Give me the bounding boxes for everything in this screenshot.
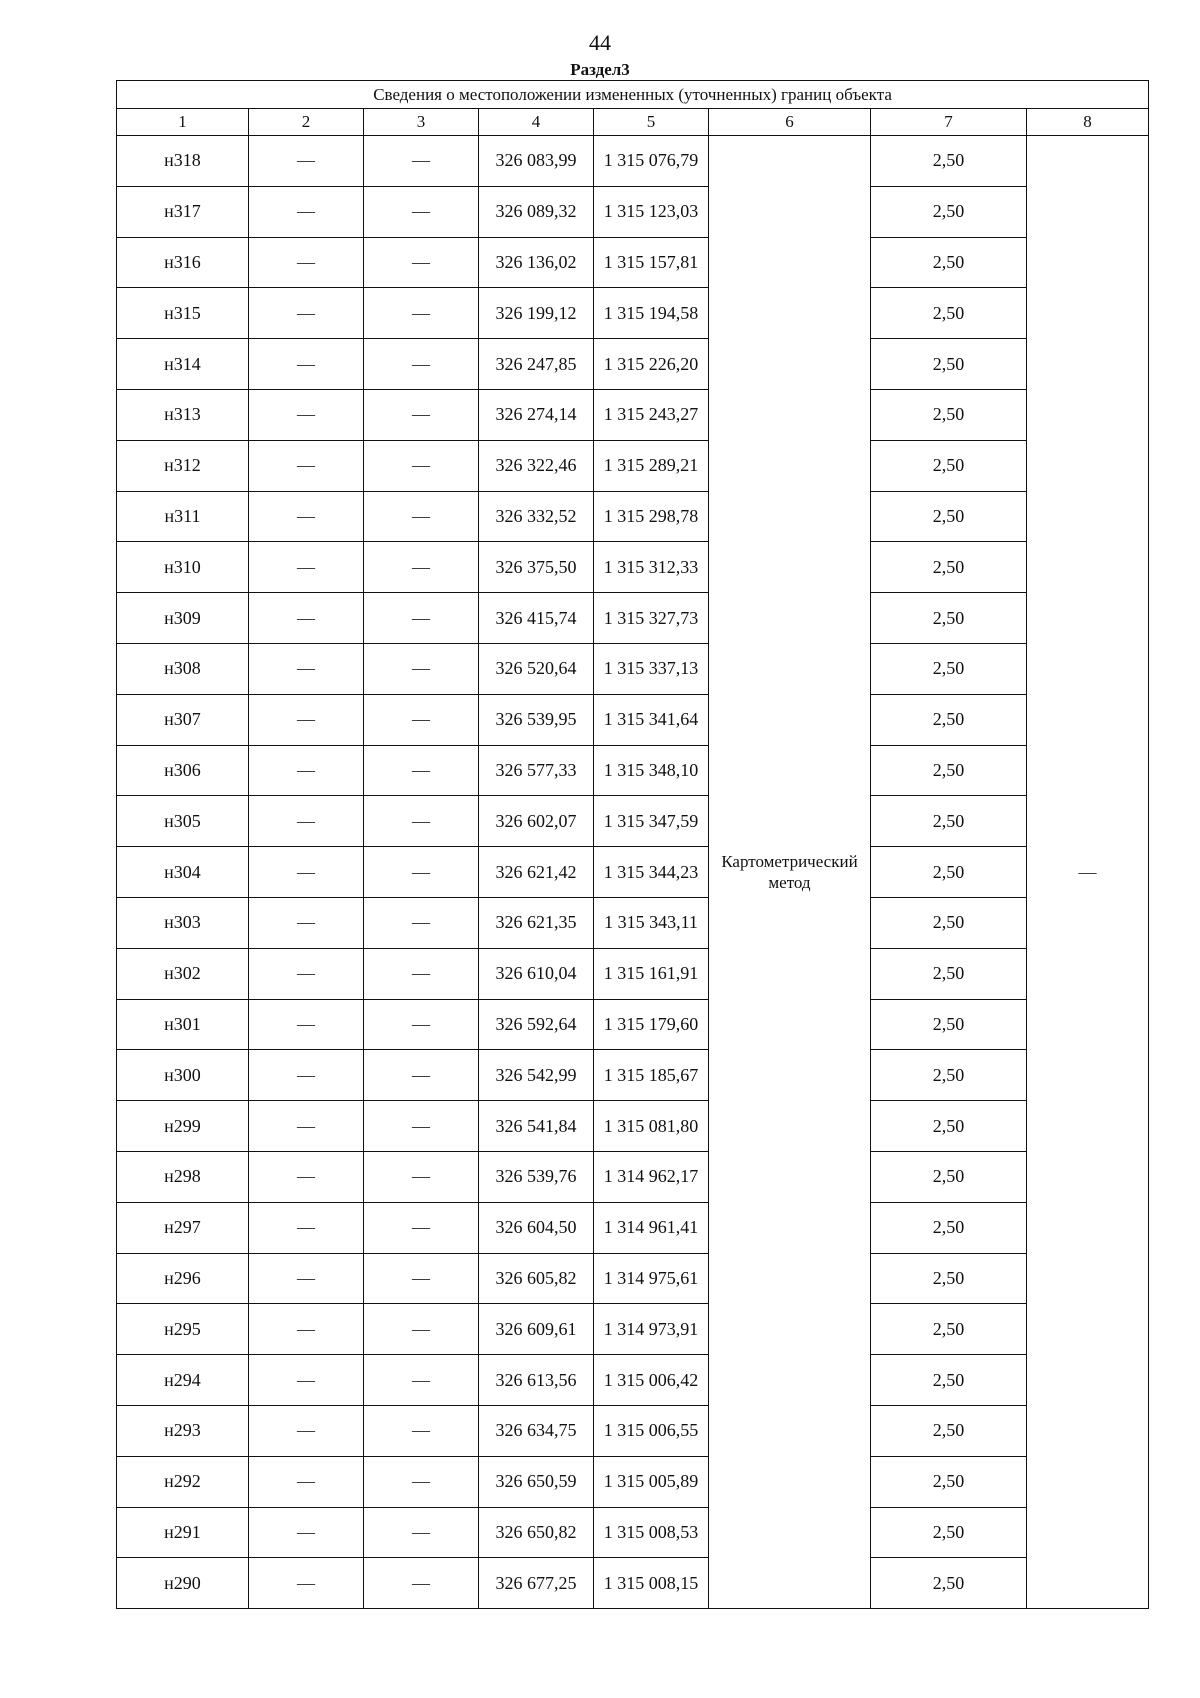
point-name-cell: н304 xyxy=(117,847,249,898)
x-coordinate-cell: 326 602,07 xyxy=(479,796,594,847)
y-coordinate-cell: 1 315 298,78 xyxy=(594,491,709,542)
x-coordinate-cell: 326 605,82 xyxy=(479,1253,594,1304)
x-coordinate-cell: 326 592,64 xyxy=(479,999,594,1050)
point-name-cell: н294 xyxy=(117,1355,249,1406)
accuracy-cell: 2,50 xyxy=(871,1253,1027,1304)
col2-cell: — xyxy=(249,1101,364,1152)
col2-cell: — xyxy=(249,643,364,694)
accuracy-cell: 2,50 xyxy=(871,136,1027,187)
column-header-7: 7 xyxy=(871,109,1027,136)
col3-cell: — xyxy=(364,593,479,644)
x-coordinate-cell: 326 539,95 xyxy=(479,694,594,745)
point-name-cell: н311 xyxy=(117,491,249,542)
point-name-cell: н310 xyxy=(117,542,249,593)
column-number-row xyxy=(117,109,1149,136)
accuracy-cell: 2,50 xyxy=(871,593,1027,644)
col3-cell: — xyxy=(364,1253,479,1304)
x-coordinate-cell: 326 621,42 xyxy=(479,847,594,898)
col2-cell: — xyxy=(249,1050,364,1101)
accuracy-cell: 2,50 xyxy=(871,745,1027,796)
col2-cell: — xyxy=(249,237,364,288)
y-coordinate-cell: 1 314 961,41 xyxy=(594,1202,709,1253)
table-row xyxy=(117,897,1149,948)
y-coordinate-cell: 1 315 348,10 xyxy=(594,745,709,796)
y-coordinate-cell: 1 315 006,55 xyxy=(594,1405,709,1456)
y-coordinate-cell: 1 315 243,27 xyxy=(594,389,709,440)
point-name-cell: н300 xyxy=(117,1050,249,1101)
table-row xyxy=(117,389,1149,440)
point-name-cell: н296 xyxy=(117,1253,249,1304)
y-coordinate-cell: 1 315 157,81 xyxy=(594,237,709,288)
col3-cell: — xyxy=(364,643,479,694)
accuracy-cell: 2,50 xyxy=(871,948,1027,999)
y-coordinate-cell: 1 314 975,61 xyxy=(594,1253,709,1304)
col2-cell: — xyxy=(249,948,364,999)
col3-cell: — xyxy=(364,948,479,999)
accuracy-cell: 2,50 xyxy=(871,1456,1027,1507)
col3-cell: — xyxy=(364,847,479,898)
point-name-cell: н290 xyxy=(117,1558,249,1609)
y-coordinate-cell: 1 315 005,89 xyxy=(594,1456,709,1507)
col2-cell: — xyxy=(249,1202,364,1253)
accuracy-cell: 2,50 xyxy=(871,440,1027,491)
accuracy-cell: 2,50 xyxy=(871,288,1027,339)
point-name-cell: н299 xyxy=(117,1101,249,1152)
point-name-cell: н293 xyxy=(117,1405,249,1456)
table-row xyxy=(117,1151,1149,1202)
table-row xyxy=(117,1355,1149,1406)
table-body xyxy=(117,136,1149,1609)
table-row xyxy=(117,1253,1149,1304)
y-coordinate-cell: 1 315 123,03 xyxy=(594,186,709,237)
table-row xyxy=(117,745,1149,796)
point-name-cell: н295 xyxy=(117,1304,249,1355)
x-coordinate-cell: 326 332,52 xyxy=(479,491,594,542)
accuracy-cell: 2,50 xyxy=(871,389,1027,440)
table-row xyxy=(117,237,1149,288)
col2-cell: — xyxy=(249,389,364,440)
point-name-cell: н312 xyxy=(117,440,249,491)
col3-cell: — xyxy=(364,440,479,491)
x-coordinate-cell: 326 247,85 xyxy=(479,339,594,390)
point-name-cell: н298 xyxy=(117,1151,249,1202)
table-row xyxy=(117,847,1149,898)
table-row xyxy=(117,1304,1149,1355)
x-coordinate-cell: 326 520,64 xyxy=(479,643,594,694)
table-row xyxy=(117,1202,1149,1253)
col3-cell: — xyxy=(364,491,479,542)
col2-cell: — xyxy=(249,1304,364,1355)
col3-cell: — xyxy=(364,237,479,288)
y-coordinate-cell: 1 315 226,20 xyxy=(594,339,709,390)
point-name-cell: н301 xyxy=(117,999,249,1050)
point-name-cell: н297 xyxy=(117,1202,249,1253)
table-row xyxy=(117,643,1149,694)
x-coordinate-cell: 326 136,02 xyxy=(479,237,594,288)
x-coordinate-cell: 326 274,14 xyxy=(479,389,594,440)
column-header-1: 1 xyxy=(117,109,249,136)
accuracy-cell: 2,50 xyxy=(871,1304,1027,1355)
col2-cell: — xyxy=(249,593,364,644)
point-name-cell: н303 xyxy=(117,897,249,948)
col2-cell: — xyxy=(249,136,364,187)
col2-cell: — xyxy=(249,796,364,847)
col3-cell: — xyxy=(364,745,479,796)
col3-cell: — xyxy=(364,339,479,390)
accuracy-cell: 2,50 xyxy=(871,1405,1027,1456)
point-name-cell: н305 xyxy=(117,796,249,847)
x-coordinate-cell: 326 539,76 xyxy=(479,1151,594,1202)
col3-cell: — xyxy=(364,186,479,237)
column-header-2: 2 xyxy=(249,109,364,136)
table-row xyxy=(117,1050,1149,1101)
accuracy-cell: 2,50 xyxy=(871,999,1027,1050)
point-name-cell: н315 xyxy=(117,288,249,339)
x-coordinate-cell: 326 083,99 xyxy=(479,136,594,187)
accuracy-cell: 2,50 xyxy=(871,186,1027,237)
col2-cell: — xyxy=(249,897,364,948)
table-row xyxy=(117,593,1149,644)
x-coordinate-cell: 326 613,56 xyxy=(479,1355,594,1406)
col3-cell: — xyxy=(364,1405,479,1456)
table-row xyxy=(117,948,1149,999)
col8-cell: — xyxy=(1027,136,1149,1609)
col3-cell: — xyxy=(364,1456,479,1507)
table-title: Сведения о местоположении измененных (уточненных) границ объекта xyxy=(117,81,1149,109)
point-name-cell: н317 xyxy=(117,186,249,237)
table-row xyxy=(117,694,1149,745)
y-coordinate-cell: 1 315 312,33 xyxy=(594,542,709,593)
accuracy-cell: 2,50 xyxy=(871,339,1027,390)
x-coordinate-cell: 326 541,84 xyxy=(479,1101,594,1152)
point-name-cell: н306 xyxy=(117,745,249,796)
col2-cell: — xyxy=(249,1507,364,1558)
point-name-cell: н316 xyxy=(117,237,249,288)
point-name-cell: н291 xyxy=(117,1507,249,1558)
y-coordinate-cell: 1 315 185,67 xyxy=(594,1050,709,1101)
col3-cell: — xyxy=(364,288,479,339)
table-row xyxy=(117,491,1149,542)
x-coordinate-cell: 326 610,04 xyxy=(479,948,594,999)
x-coordinate-cell: 326 415,74 xyxy=(479,593,594,644)
table-row xyxy=(117,1101,1149,1152)
col2-cell: — xyxy=(249,1151,364,1202)
col2-cell: — xyxy=(249,288,364,339)
y-coordinate-cell: 1 315 006,42 xyxy=(594,1355,709,1406)
col2-cell: — xyxy=(249,694,364,745)
y-coordinate-cell: 1 315 081,80 xyxy=(594,1101,709,1152)
point-name-cell: н314 xyxy=(117,339,249,390)
col3-cell: — xyxy=(364,999,479,1050)
col3-cell: — xyxy=(364,1202,479,1253)
table-row xyxy=(117,339,1149,390)
col3-cell: — xyxy=(364,1558,479,1609)
col3-cell: — xyxy=(364,136,479,187)
col2-cell: — xyxy=(249,440,364,491)
table-row xyxy=(117,1405,1149,1456)
accuracy-cell: 2,50 xyxy=(871,542,1027,593)
column-header-8: 8 xyxy=(1027,109,1149,136)
accuracy-cell: 2,50 xyxy=(871,1507,1027,1558)
col2-cell: — xyxy=(249,339,364,390)
col2-cell: — xyxy=(249,999,364,1050)
col2-cell: — xyxy=(249,1253,364,1304)
accuracy-cell: 2,50 xyxy=(871,1558,1027,1609)
y-coordinate-cell: 1 315 008,53 xyxy=(594,1507,709,1558)
x-coordinate-cell: 326 604,50 xyxy=(479,1202,594,1253)
table-row xyxy=(117,1456,1149,1507)
col3-cell: — xyxy=(364,1355,479,1406)
col3-cell: — xyxy=(364,796,479,847)
y-coordinate-cell: 1 314 962,17 xyxy=(594,1151,709,1202)
accuracy-cell: 2,50 xyxy=(871,897,1027,948)
table-row xyxy=(117,796,1149,847)
table-row xyxy=(117,136,1149,187)
section-label: Раздел3 xyxy=(570,60,630,79)
page-number: 44 xyxy=(589,30,611,55)
table-row xyxy=(117,440,1149,491)
y-coordinate-cell: 1 315 179,60 xyxy=(594,999,709,1050)
x-coordinate-cell: 326 199,12 xyxy=(479,288,594,339)
col3-cell: — xyxy=(364,1151,479,1202)
point-name-cell: н308 xyxy=(117,643,249,694)
accuracy-cell: 2,50 xyxy=(871,491,1027,542)
col2-cell: — xyxy=(249,1355,364,1406)
accuracy-cell: 2,50 xyxy=(871,1101,1027,1152)
accuracy-cell: 2,50 xyxy=(871,1355,1027,1406)
col3-cell: — xyxy=(364,1101,479,1152)
x-coordinate-cell: 326 650,59 xyxy=(479,1456,594,1507)
table-row xyxy=(117,1507,1149,1558)
x-coordinate-cell: 326 577,33 xyxy=(479,745,594,796)
x-coordinate-cell: 326 542,99 xyxy=(479,1050,594,1101)
y-coordinate-cell: 1 315 194,58 xyxy=(594,288,709,339)
column-header-6: 6 xyxy=(709,109,871,136)
accuracy-cell: 2,50 xyxy=(871,1202,1027,1253)
table-row xyxy=(117,186,1149,237)
y-coordinate-cell: 1 315 337,13 xyxy=(594,643,709,694)
table-row xyxy=(117,999,1149,1050)
y-coordinate-cell: 1 315 347,59 xyxy=(594,796,709,847)
point-name-cell: н318 xyxy=(117,136,249,187)
x-coordinate-cell: 326 634,75 xyxy=(479,1405,594,1456)
x-coordinate-cell: 326 621,35 xyxy=(479,897,594,948)
point-name-cell: н302 xyxy=(117,948,249,999)
y-coordinate-cell: 1 315 008,15 xyxy=(594,1558,709,1609)
accuracy-cell: 2,50 xyxy=(871,1050,1027,1101)
col2-cell: — xyxy=(249,1456,364,1507)
accuracy-cell: 2,50 xyxy=(871,237,1027,288)
column-header-5: 5 xyxy=(594,109,709,136)
col3-cell: — xyxy=(364,389,479,440)
column-header-4: 4 xyxy=(479,109,594,136)
accuracy-cell: 2,50 xyxy=(871,643,1027,694)
accuracy-cell: 2,50 xyxy=(871,1151,1027,1202)
accuracy-cell: 2,50 xyxy=(871,796,1027,847)
point-name-cell: н292 xyxy=(117,1456,249,1507)
col2-cell: — xyxy=(249,1558,364,1609)
col2-cell: — xyxy=(249,745,364,796)
y-coordinate-cell: 1 315 161,91 xyxy=(594,948,709,999)
col3-cell: — xyxy=(364,1507,479,1558)
table-row xyxy=(117,288,1149,339)
point-name-cell: н307 xyxy=(117,694,249,745)
x-coordinate-cell: 326 650,82 xyxy=(479,1507,594,1558)
col2-cell: — xyxy=(249,847,364,898)
col2-cell: — xyxy=(249,186,364,237)
col3-cell: — xyxy=(364,897,479,948)
accuracy-cell: 2,50 xyxy=(871,847,1027,898)
y-coordinate-cell: 1 315 343,11 xyxy=(594,897,709,948)
point-name-cell: н313 xyxy=(117,389,249,440)
method-cell: Картометрический метод xyxy=(709,136,871,1609)
y-coordinate-cell: 1 315 076,79 xyxy=(594,136,709,187)
col2-cell: — xyxy=(249,542,364,593)
table-row xyxy=(117,1558,1149,1609)
column-header-3: 3 xyxy=(364,109,479,136)
y-coordinate-cell: 1 314 973,91 xyxy=(594,1304,709,1355)
y-coordinate-cell: 1 315 341,64 xyxy=(594,694,709,745)
col2-cell: — xyxy=(249,1405,364,1456)
col3-cell: — xyxy=(364,694,479,745)
point-name-cell: н309 xyxy=(117,593,249,644)
y-coordinate-cell: 1 315 289,21 xyxy=(594,440,709,491)
boundary-coordinates-table xyxy=(116,80,1149,1609)
x-coordinate-cell: 326 322,46 xyxy=(479,440,594,491)
y-coordinate-cell: 1 315 327,73 xyxy=(594,593,709,644)
x-coordinate-cell: 326 677,25 xyxy=(479,1558,594,1609)
accuracy-cell: 2,50 xyxy=(871,694,1027,745)
col2-cell: — xyxy=(249,491,364,542)
col3-cell: — xyxy=(364,1304,479,1355)
y-coordinate-cell: 1 315 344,23 xyxy=(594,847,709,898)
col3-cell: — xyxy=(364,542,479,593)
x-coordinate-cell: 326 609,61 xyxy=(479,1304,594,1355)
col3-cell: — xyxy=(364,1050,479,1101)
x-coordinate-cell: 326 089,32 xyxy=(479,186,594,237)
x-coordinate-cell: 326 375,50 xyxy=(479,542,594,593)
table-row xyxy=(117,542,1149,593)
